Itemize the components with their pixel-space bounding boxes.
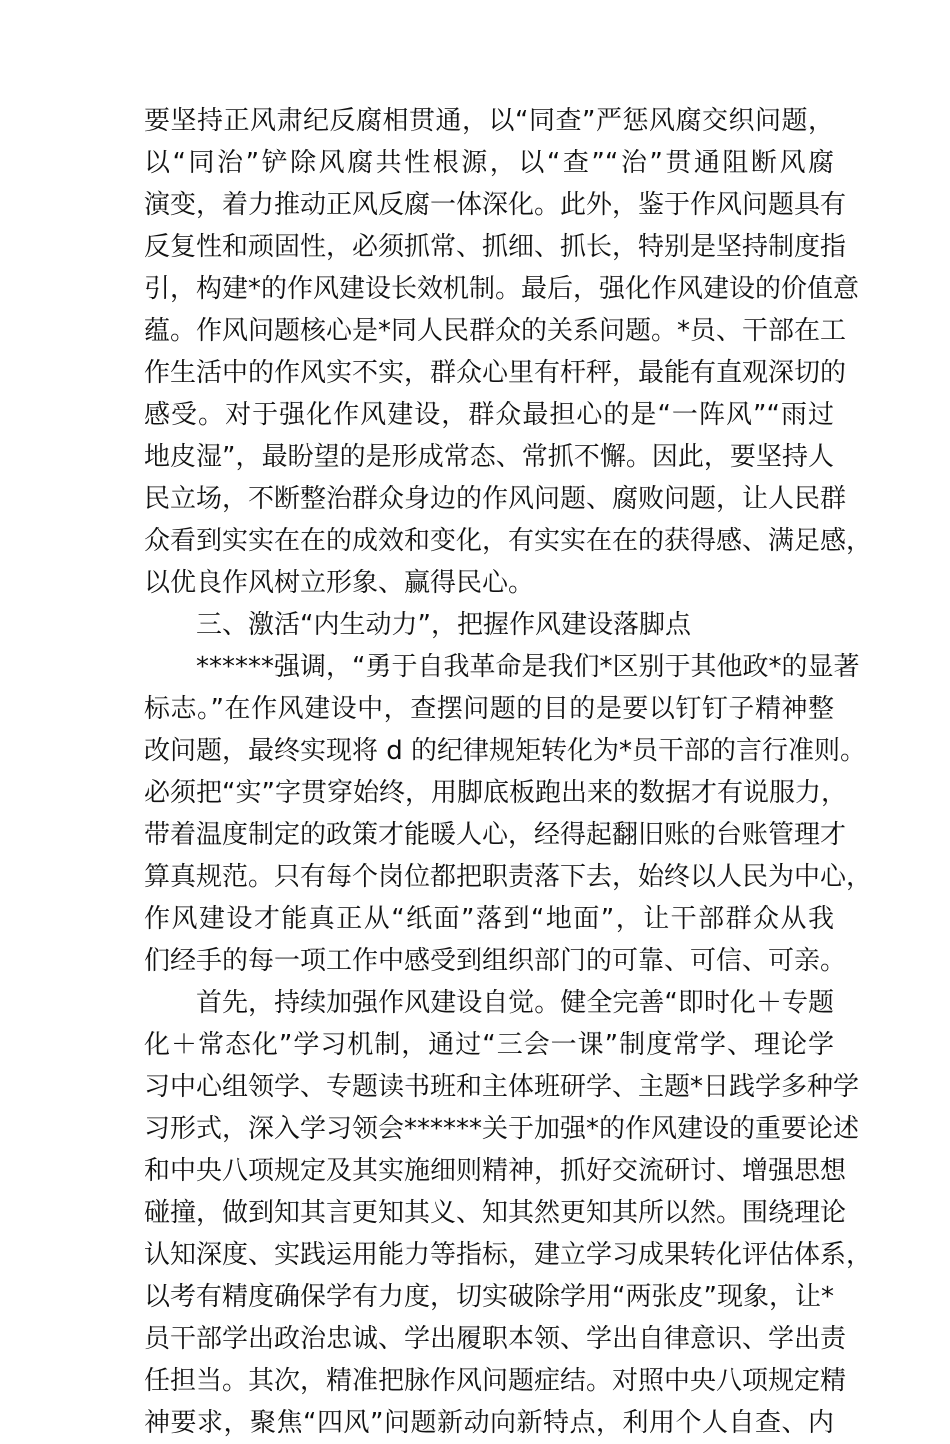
text-line: 民立场，不断整治群众身边的作风问题、腐败问题，让人民群 — [144, 484, 847, 514]
text-line: 以优良作风树立形象、赢得民心。 — [144, 568, 535, 598]
text-line: 演变，着力推动正风反腐一体深化。此外，鉴于作风问题具有 — [144, 190, 847, 220]
text-line: 习中心组领学、专题读书班和主体班研学、主题*日践学多种学 — [144, 1072, 860, 1102]
text-line: 员干部学出政治忠诚、学出履职本领、学出自律意识、学出责 — [144, 1324, 847, 1354]
section-heading: 三、激活“内生动力”，把握作风建设落脚点 — [196, 610, 691, 640]
text-line: 众看到实实在在的成效和变化，有实实在在的获得感、满足感， — [144, 526, 873, 556]
text-line: 必须把“实”字贯穿始终，用脚底板跑出来的数据才有说服力， — [144, 778, 847, 808]
document-body — [144, 100, 873, 1444]
text-line: 任担当。其次，精准把脉作风问题症结。对照中央八项规定精 — [144, 1366, 847, 1396]
text-line: 作风建设才能真正从“纸面”落到“地面”，让干部群众从我 — [144, 904, 834, 934]
text-line: 作生活中的作风实不实，群众心里有杆秤，最能有直观深切的 — [144, 358, 847, 388]
text-line: 带着温度制定的政策才能暖人心，经得起翻旧账的台账管理才 — [144, 820, 847, 850]
text-line: 首先，持续加强作风建设自觉。健全完善“即时化＋专题 — [196, 988, 834, 1018]
text-line: 引，构建*的作风建设长效机制。最后，强化作风建设的价值意 — [144, 274, 860, 304]
text-line: 认知深度、实践运用能力等指标，建立学习成果转化评估体系， — [144, 1240, 873, 1270]
text-line: 地皮湿”，最盼望的是形成常态、常抓不懈。因此，要坚持人 — [144, 442, 834, 472]
text-line: 化＋常态化”学习机制，通过“三会一课”制度常学、理论学 — [144, 1030, 834, 1060]
text-line: 碰撞，做到知其言更知其义、知其然更知其所以然。围绕理论 — [144, 1198, 847, 1228]
text-line: 要坚持正风肃纪反腐相贯通，以“同查”严惩风腐交织问题， — [144, 106, 834, 136]
text-line: 神要求，聚焦“四风”问题新动向新特点，利用个人自查、内 — [144, 1408, 834, 1438]
text-line: 改问题，最终实现将 d 的纪律规矩转化为*员干部的言行准则。 — [144, 736, 867, 766]
text-line: 以考有精度确保学有力度，切实破除学用“两张皮”现象，让* — [144, 1282, 834, 1312]
text-line: 标志。”在作风建设中，查摆问题的目的是要以钉钉子精神整 — [144, 694, 834, 724]
text-line: 和中央八项规定及其实施细则精神，抓好交流研讨、增强思想 — [144, 1156, 847, 1186]
text-line: ******强调，“勇于自我革命是我们*区别于其他政*的显著 — [196, 652, 860, 682]
text-line: 反复性和顽固性，必须抓常、抓细、抓长，特别是坚持制度指 — [144, 232, 847, 262]
text-line: 习形式，深入学习领会******关于加强*的作风建设的重要论述 — [144, 1114, 860, 1144]
text-line: 蕴。作风问题核心是*同人民群众的关系问题。*员、干部在工 — [144, 316, 847, 346]
text-line: 感受。对于强化作风建设，群众最担心的是“一阵风”“雨过 — [144, 400, 834, 430]
text-line: 们经手的每一项工作中感受到组织部门的可靠、可信、可亲。 — [144, 946, 847, 976]
text-line: 以“同治”铲除风腐共性根源，以“查”“治”贯通阻断风腐 — [144, 148, 834, 178]
text-line: 算真规范。只有每个岗位都把职责落下去，始终以人民为中心， — [144, 862, 873, 892]
